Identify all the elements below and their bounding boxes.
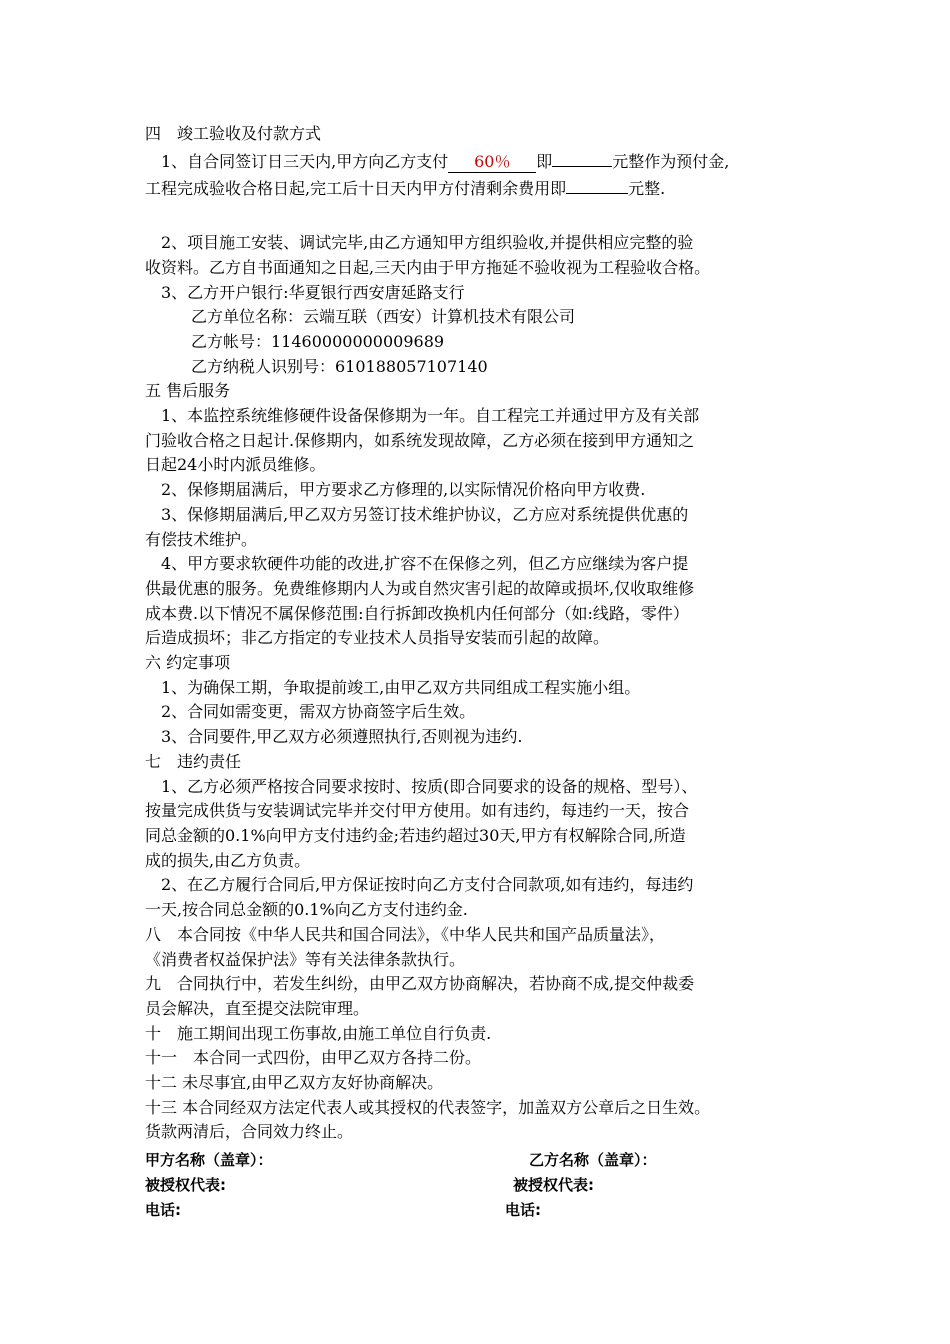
contract-body [145,122,825,1145]
section-13-cont: 货款两清后，合同效力终止。 [145,1122,354,1142]
section-5-clause-3-cont: 有偿技术维护。 [145,529,258,549]
clause-text: 即 [536,151,553,171]
section-7-clause-2-cont: 一天,按合同总金额的0.1%向乙方支付违约金. [145,900,468,920]
section-13: 十三 本合同经双方法定代表人或其授权的代表签字，加盖双方公章后之日生效。 [145,1097,711,1117]
section-4-clause-1 [145,147,825,175]
party-b-rep-label: 被授权代表: [513,1176,594,1194]
section-12: 十二 未尽事宜,由甲乙双方友好协商解决。 [145,1073,444,1093]
section-6-clause-1: 1、为确保工期，争取提前竣工,由甲乙双方共同组成工程实施小组。 [161,677,641,697]
clause-text: 工程完成验收合格日起,完工后十日天内甲方付清剩余费用即 [145,179,567,199]
paragraph-gap [145,202,825,231]
section-7-clause-1-cont: 成的损失,由乙方负责。 [145,850,311,870]
section-6-heading: 六 约定事项 [145,653,231,673]
section-4-heading: 四 竣工验收及付款方式 [145,124,322,143]
section-10: 十 施工期间出现工伤事故,由施工单位自行负责. [145,1023,492,1043]
signature-row-phone [145,1198,825,1223]
unit-name: 乙方单位名称：云端互联（西安）计算机技术有限公司 [191,307,576,327]
section-6-clause-2: 2、合同如需变更，需双方协商签字后生效。 [161,702,476,722]
balance-amount-blank [566,174,628,194]
section-5-clause-4-cont: 供最优惠的服务。免费维修期内人为或自然灾害引起的故障或损坏,仅收取维修 [145,578,695,598]
section-5-clause-2: 2、保修期届满后，甲方要求乙方修理的,以实际情况价格向甲方收费. [161,480,646,500]
signature-row-rep [145,1173,825,1198]
section-7-clause-1-cont: 按量完成供货与安装调试完毕并交付甲方使用。如有违约，每违约一天，按合 [145,801,690,821]
clause-text: 1、自合同签订日三天内,甲方向乙方支付 [161,151,449,171]
account-number: 乙方帐号：11460000000009689 [191,331,445,351]
section-4-clause-2-cont: 收资料。乙方自书面通知之日起,三天内由于甲方拖延不验收视为工程验收合格。 [145,257,711,277]
section-8: 八 本合同按《中华人民共和国合同法》，《中华人民共和国产品质量法》， [145,924,666,944]
signature-block [145,1148,825,1223]
section-7-heading: 七 违约责任 [145,751,242,771]
section-5-clause-1-cont: 日起24小时内派员维修。 [145,455,326,475]
section-5-clause-4-cont: 成本费.以下情况不属保修范围:自行拆卸改换机内任何部分（如:线路，零件） [145,603,689,623]
section-4-clause-3: 3、乙方开户银行:华夏银行西安唐延路支行 [161,282,465,302]
section-5-clause-1: 1、本监控系统维修硬件设备保修期为一年。自工程完工并通过甲方及有关部 [161,406,700,426]
party-a-phone-label: 电话: [145,1201,181,1219]
section-11: 十一 本合同一式四份，由甲乙双方各持二份。 [145,1048,482,1068]
section-6-clause-3: 3、合同要件,甲乙双方必须遵照执行,否则视为违约. [161,727,523,747]
clause-text: 元整. [628,179,666,199]
section-4-clause-1-cont [145,174,825,202]
party-a-name-label: 甲方名称（盖章）： [145,1151,273,1169]
section-5-clause-4: 4、甲方要求软硬件功能的改进,扩容不在保修之列，但乙方应继续为客户提 [161,554,689,574]
clause-text: 元整作为预付金, [612,151,730,171]
section-7-clause-1: 1、乙方必须严格按合同要求按时、按质(即合同要求的设备的规格、型号）、 [161,776,698,796]
prepay-percent: 60％ [448,153,536,173]
section-8-cont: 《消费者权益保护法》等有关法律条款执行。 [145,949,466,969]
section-4-clause-2: 2、项目施工安装、调试完毕,由乙方通知甲方组织验收,并提供相应完整的验 [161,233,694,253]
party-a-rep-label: 被授权代表: [145,1176,226,1194]
party-b-phone-label: 电话: [505,1201,541,1219]
section-5-heading: 五 售后服务 [145,381,231,401]
section-7-clause-1-cont: 同总金额的0.1%向甲方支付违约金;若违约超过30天,甲方有权解除合同,所造 [145,825,686,845]
party-b-name-label: 乙方名称（盖章）： [529,1151,657,1169]
section-7-clause-2: 2、在乙方履行合同后,甲方保证按时向乙方支付合同款项,如有违约，每违约 [161,875,694,895]
signature-row-name [145,1148,825,1173]
section-9: 九 合同执行中，若发生纠纷，由甲乙双方协商解决，若协商不成,提交仲裁委 [145,974,695,994]
section-9-cont: 员会解决，直至提交法院审理。 [145,998,370,1018]
section-5-clause-3: 3、保修期届满后,甲乙双方另签订技术维护协议，乙方应对系统提供优惠的 [161,504,689,524]
section-5-clause-4-cont: 后造成损坏；非乙方指定的专业技术人员指导安装而引起的故障。 [145,628,610,648]
prepay-amount-blank [552,147,612,167]
section-5-clause-1-cont: 门验收合格之日起计.保修期内，如系统发现故障，乙方必须在接到甲方通知之 [145,430,695,450]
tax-id: 乙方纳税人识别号：610188057107140 [191,356,488,376]
